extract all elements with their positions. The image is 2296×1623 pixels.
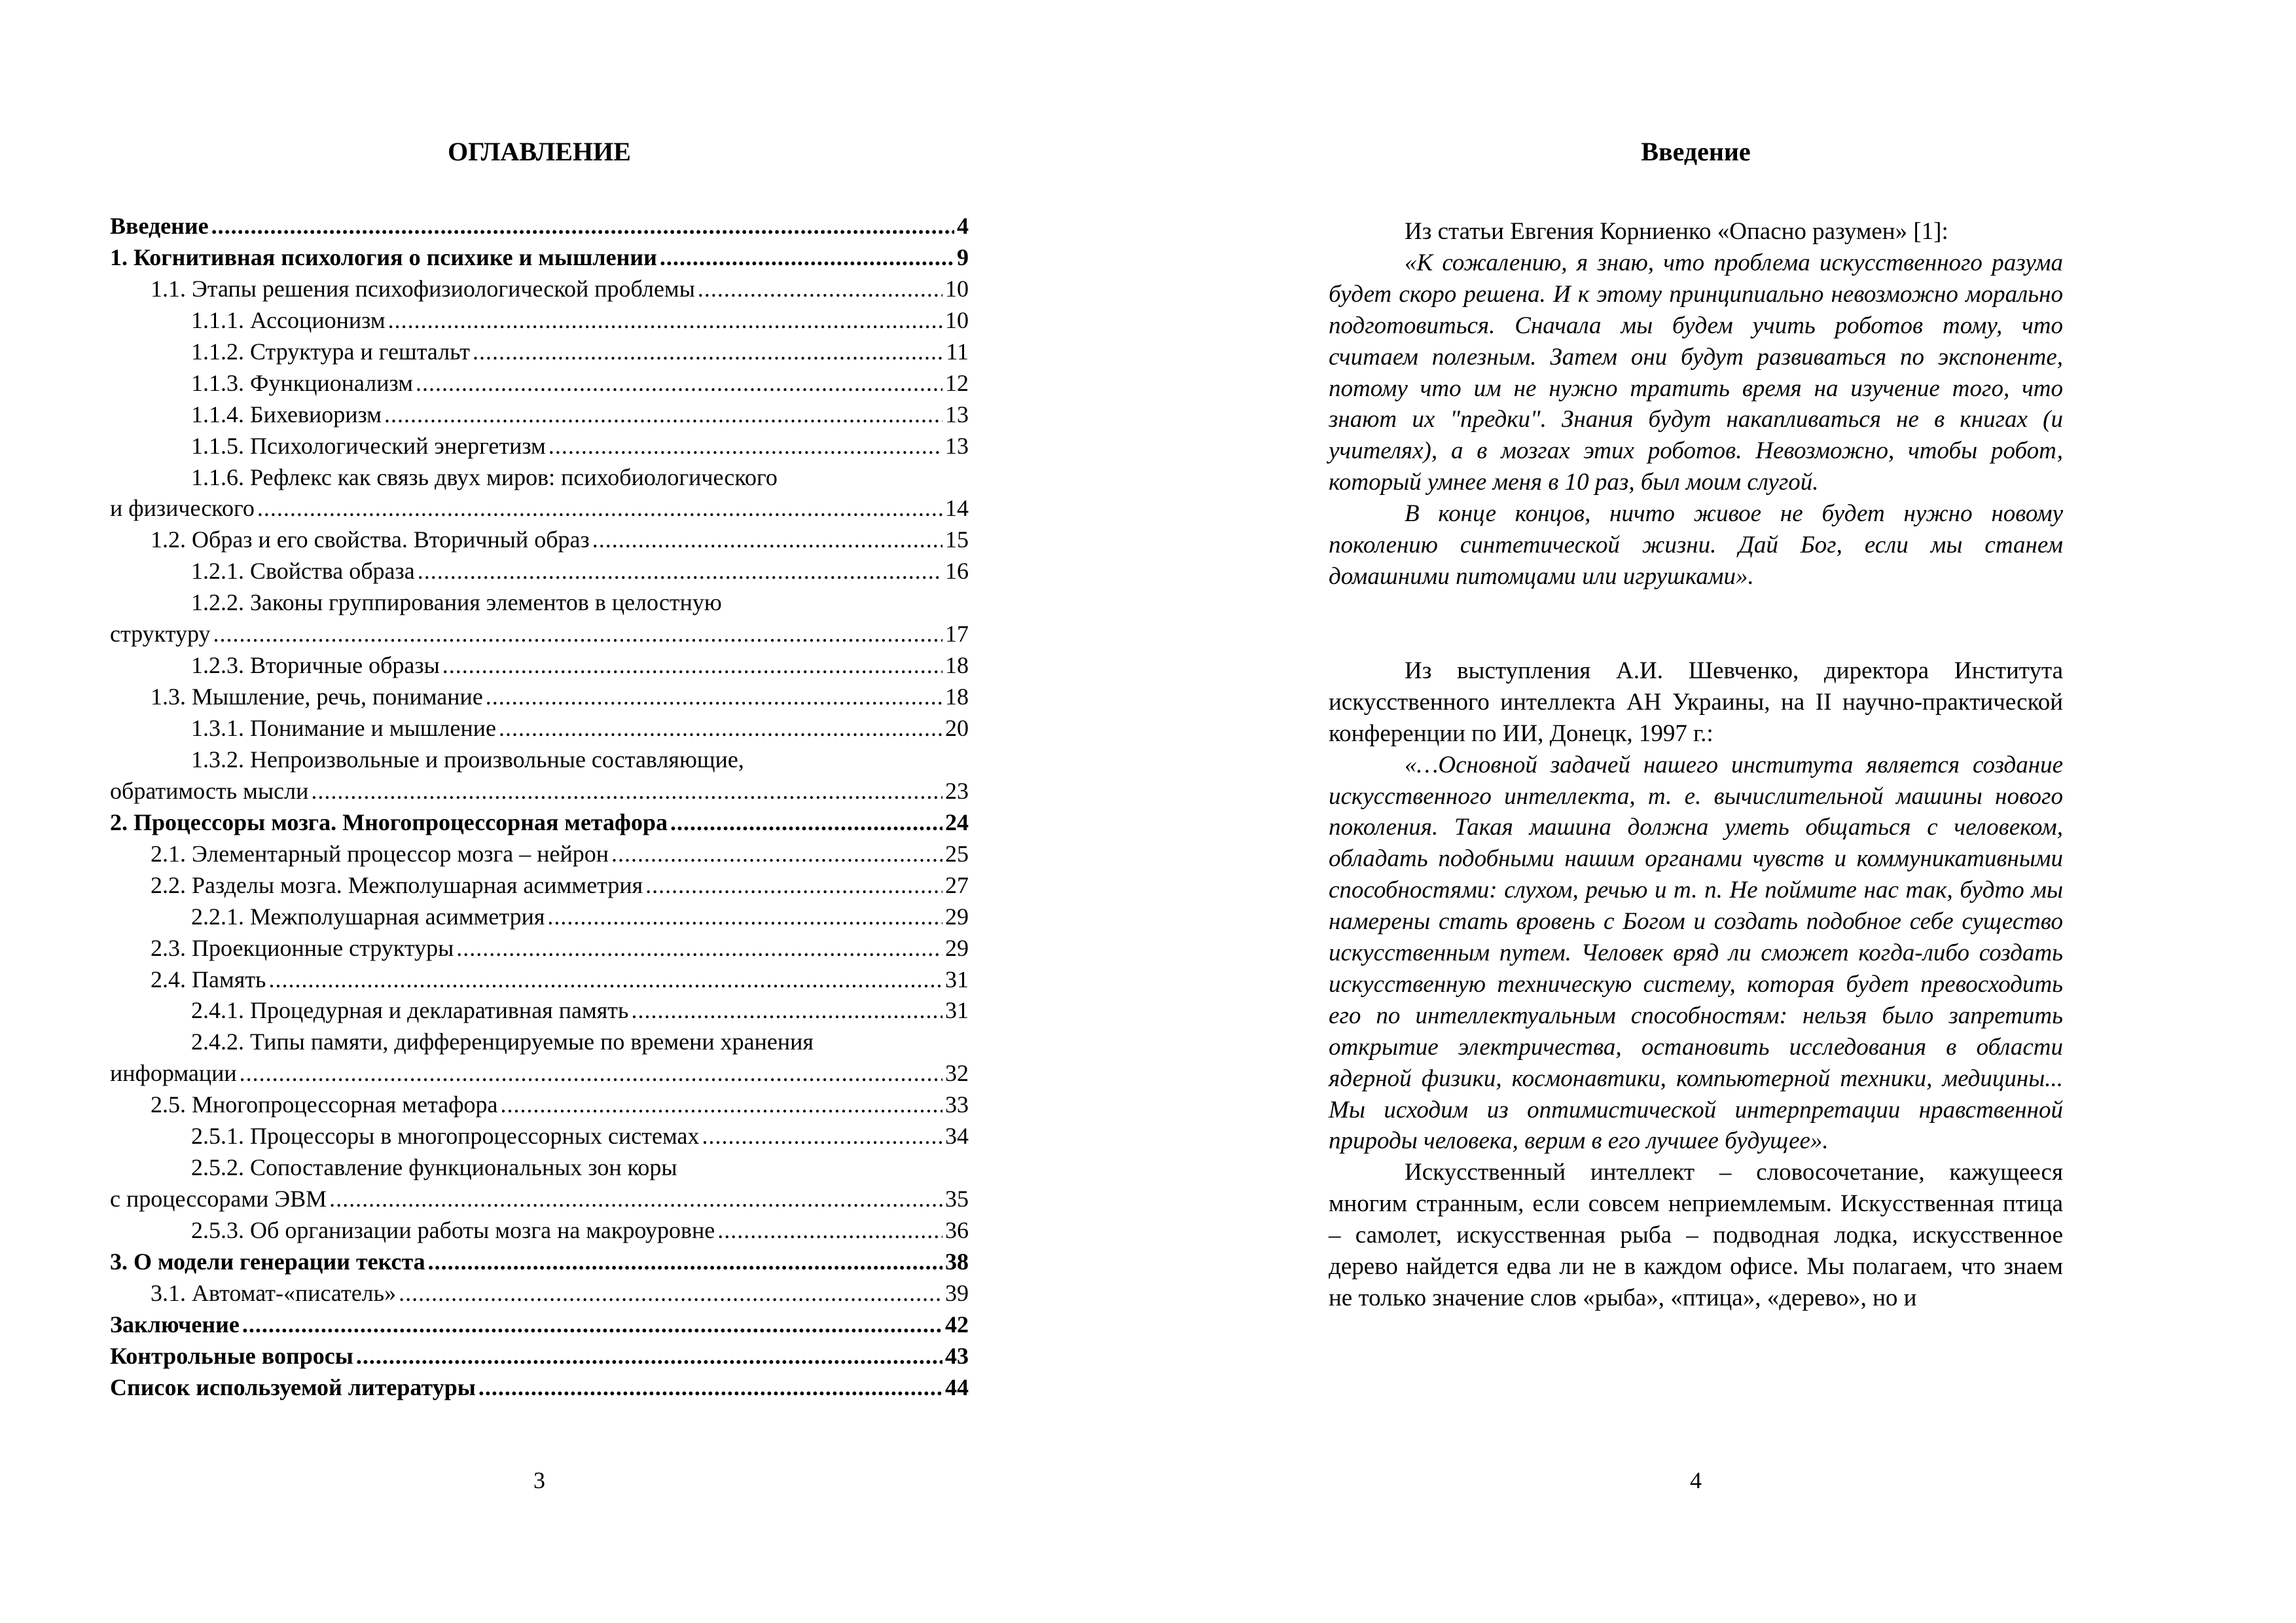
toc-dot-leader — [478, 1372, 942, 1404]
toc-page-number: 14 — [945, 495, 969, 522]
quote-paragraph: «К сожалению, я знаю, что проблема искусственного разума будет скоро решена. И к этому принципиально невозможно морально подготовиться. Сначала мы будем учить роботов тому, что считаем полезным. Затем они будут развиваться по экспоненте, потому что им не нужно тратить время на изучение того, что знают их "предки". Знания будут накапливаться не в книгах (и учителях), а в мозгах этих роботов. Невозможно, чтобы робот, который умнее меня в 10 раз, был моим слугой. — [1329, 249, 2063, 496]
toc-page-number: 4 — [957, 213, 969, 239]
right-page — [1148, 0, 2296, 1623]
toc-page-number: 23 — [945, 777, 969, 804]
toc-dot-leader — [356, 1341, 942, 1372]
toc-page-number: 10 — [945, 306, 969, 333]
toc-entry-title: Список используемой литературы — [110, 1374, 476, 1400]
toc-entry-title: Введение — [110, 213, 209, 239]
toc-dot-leader — [473, 337, 943, 368]
toc-dot-leader — [670, 807, 942, 839]
toc-entry — [110, 305, 969, 337]
toc-entry-title: 2.2. Разделы мозга. Межполушарная асимметрия — [151, 871, 643, 898]
toc-entry-title: 1.1.4. Бихевиоризм — [191, 401, 382, 428]
toc-entry-heading: 2.5.2. Сопоставление функциональных зон коры — [191, 1154, 677, 1181]
toc-entry — [110, 1341, 969, 1372]
toc-page-number: 24 — [945, 809, 969, 835]
toc-entry-title: 2.1. Элементарный процессор мозга – нейрон — [151, 840, 609, 867]
toc-entry — [110, 1247, 969, 1278]
toc-entry-title: 1.1.3. Функционализм — [191, 369, 414, 396]
toc-entry-title: 2.5.3. Об организации работы мозга на макроуровне — [191, 1217, 715, 1243]
toc-dot-leader — [702, 1121, 942, 1152]
toc-entry-heading: 1.3.2. Непроизвольные и произвольные составляющие, — [191, 746, 744, 773]
toc-page-number: 16 — [945, 558, 969, 585]
toc-entry — [110, 556, 969, 587]
toc-page-number: 12 — [945, 369, 969, 396]
toc-entry-title: 2.4. Память — [151, 966, 266, 993]
toc-entry — [110, 682, 969, 713]
toc-entry-title: 2. Процессоры мозга. Многопроцессорная метафора — [110, 809, 668, 835]
toc-dot-leader — [416, 368, 942, 399]
toc-entry — [110, 337, 969, 368]
toc-dot-leader — [428, 1247, 942, 1278]
toc-entry — [110, 274, 969, 305]
toc-entry-title: 1.3.1. Понимание и мышление — [191, 715, 496, 741]
toc-title: ОГЛАВЛЕНИЕ — [448, 137, 631, 166]
paragraph: Из выступления А.И. Шевченко, директора Института искусственного интеллекта АН Украины, на II научно-практической конференции по ИИ, Донецк, 1997 г.: — [1329, 657, 2063, 747]
toc-dot-leader — [257, 493, 942, 524]
paragraph-gap — [1329, 593, 2063, 655]
toc-entry-title: 2.3. Проекционные структуры — [151, 934, 454, 961]
toc-entry-title: структуру — [110, 621, 211, 647]
toc-page-number: 10 — [945, 275, 969, 302]
toc-dot-leader — [631, 995, 942, 1027]
toc-entry — [110, 902, 969, 933]
toc-entry-title: 1.2.3. Вторичные образы — [191, 652, 440, 679]
toc-entry-heading: 1.1.6. Рефлекс как связь двух миров: психобиологического — [191, 464, 778, 490]
toc-page-number: 15 — [945, 526, 969, 553]
toc-dot-leader — [388, 305, 942, 337]
toc-dot-leader — [486, 682, 942, 713]
toc-page-number: 44 — [945, 1374, 969, 1400]
toc-entry — [110, 1278, 969, 1309]
toc-page-number: 38 — [945, 1248, 969, 1275]
table-of-contents — [110, 211, 969, 1404]
toc-entry — [110, 399, 969, 431]
toc-page-number: 11 — [946, 338, 969, 365]
toc-dot-leader — [645, 870, 942, 902]
toc-entry-title: обратимость мысли — [110, 777, 309, 804]
toc-entry — [110, 807, 969, 839]
toc-page-number: 27 — [945, 871, 969, 898]
toc-dot-leader — [329, 1184, 942, 1215]
toc-page-number: 42 — [945, 1311, 969, 1338]
toc-entry-title: 2.5. Многопроцессорная метафора — [151, 1091, 498, 1118]
toc-page-number: 43 — [945, 1342, 969, 1369]
toc-dot-leader — [501, 1089, 942, 1121]
toc-entry-heading: 1.2.2. Законы группирования элементов в целостную — [191, 589, 722, 616]
toc-page-number: 32 — [945, 1060, 969, 1087]
toc-entry — [110, 211, 969, 242]
paragraph: Из статьи Евгения Корниенко «Опасно разумен» [1]: — [1405, 218, 1948, 245]
toc-entry — [110, 1121, 969, 1152]
toc-entry-title: 3.1. Автомат-«писатель» — [151, 1279, 397, 1306]
toc-entry-title: с процессорами ЭВМ — [110, 1186, 327, 1213]
toc-page-number: 25 — [945, 840, 969, 867]
toc-entry-title: 1.1.5. Психологический энергетизм — [191, 432, 546, 459]
toc-dot-leader — [242, 1309, 942, 1341]
toc-entry — [110, 1089, 969, 1121]
toc-entry — [110, 776, 969, 807]
toc-page-number: 17 — [945, 621, 969, 647]
toc-page-number: 31 — [945, 966, 969, 993]
toc-entry-title: Заключение — [110, 1311, 240, 1338]
toc-entry-title: 1.1. Этапы решения психофизиологической проблемы — [151, 275, 695, 302]
toc-dot-leader — [418, 556, 942, 587]
toc-entry-title: 2.4.1. Процедурная и декларативная память — [191, 997, 629, 1024]
toc-entry-heading: 2.4.2. Типы памяти, дифференцируемые по времени хранения — [191, 1029, 814, 1055]
toc-entry-title: 1.2.1. Свойства образа — [191, 558, 415, 585]
toc-entry — [110, 1309, 969, 1341]
quote-paragraph: «…Основной задачей нашего института является создание искусственного интеллекта, т. е. вычислительной машины нового поколения. Такая машина должна уметь общаться с человеком, обладать подобными нашим органами чувств и коммуникативными способностями: слухом, речью и т. п. Не поймите нас так, будто мы намерены стать вровень с Богом и создать подобное себе существо искусственным путем. Человек вряд ли сможет когда-либо создать искусственную техническую систему, которая будет превосходить его по интеллектуальным способностям: нельзя было запретить открытие электричества, остановить исследования в области ядерной физики, космонавтики, компьютерной техники, медицины... Мы исходим из оптимистической интерпретации нравственной природы человека, верим в его лучшее будущее». — [1329, 751, 2063, 1155]
toc-page-number: 36 — [945, 1217, 969, 1243]
toc-page-number: 29 — [945, 903, 969, 930]
toc-dot-leader — [717, 1215, 942, 1247]
toc-page-number: 35 — [945, 1186, 969, 1213]
toc-dot-leader — [548, 431, 942, 462]
toc-entry — [110, 431, 969, 462]
toc-dot-leader — [240, 1058, 942, 1089]
toc-entry-title: 1.2. Образ и его свойства. Вторичный образ — [151, 526, 590, 553]
toc-dot-leader — [213, 619, 942, 650]
toc-entry — [110, 1058, 969, 1089]
toc-entry-title: 1. Когнитивная психология о психике и мышлении — [110, 244, 657, 270]
toc-entry-title: 2.2.1. Межполушарная асимметрия — [191, 903, 545, 930]
body-text — [1329, 216, 2063, 1314]
toc-page-number: 31 — [945, 997, 969, 1024]
toc-dot-leader — [611, 839, 942, 870]
toc-entry — [110, 650, 969, 682]
toc-entry — [110, 242, 969, 274]
toc-entry-title: 1.1.2. Структура и гештальт — [191, 338, 470, 365]
toc-page-number: 9 — [957, 244, 969, 270]
toc-dot-leader — [660, 242, 954, 274]
toc-entry-title: Контрольные вопросы — [110, 1342, 353, 1369]
toc-entry-title: 2.5.1. Процессоры в многопроцессорных системах — [191, 1123, 700, 1150]
toc-entry-title: 1.1.1. Ассоционизм — [191, 306, 386, 333]
toc-entry — [110, 524, 969, 556]
toc-page-number: 20 — [945, 715, 969, 741]
toc-page-number: 13 — [945, 401, 969, 428]
toc-entry — [110, 713, 969, 744]
toc-entry — [110, 839, 969, 870]
toc-entry-title: и физического — [110, 495, 255, 522]
toc-page-number: 18 — [945, 684, 969, 710]
toc-dot-leader — [268, 964, 942, 996]
paragraph: Искусственный интеллект – словосочетание, кажущееся многим странным, если совсем неприемлемым. Искусственная птица – самолет, искусственная рыба – подводная лодка, искусственное дерево найдется едва ли не в каждом офисе. Мы полагаем, что знаем не только значение слов «рыба», «птица», «дерево», но и — [1329, 1159, 2063, 1311]
toc-entry — [110, 870, 969, 902]
toc-entry — [110, 368, 969, 399]
toc-entry-title: 1.3. Мышление, речь, понимание — [151, 684, 483, 710]
toc-page-number: 34 — [945, 1123, 969, 1150]
toc-dot-leader — [442, 650, 942, 682]
toc-entry — [110, 1184, 969, 1215]
toc-entry-title: 3. О модели генерации текста — [110, 1248, 425, 1275]
toc-dot-leader — [456, 933, 942, 964]
toc-page-number: 39 — [945, 1279, 969, 1306]
toc-entry — [110, 995, 969, 1027]
toc-entry — [110, 1372, 969, 1404]
toc-entry — [110, 493, 969, 524]
toc-entry — [110, 1215, 969, 1247]
toc-dot-leader — [547, 902, 942, 933]
toc-page-number: 18 — [945, 652, 969, 679]
toc-page-number: 13 — [945, 432, 969, 459]
toc-entry — [110, 964, 969, 996]
toc-page-number: 29 — [945, 934, 969, 961]
toc-dot-leader — [499, 713, 942, 744]
toc-dot-leader — [311, 776, 942, 807]
toc-dot-leader — [211, 211, 954, 242]
page-number: 4 — [1690, 1467, 1702, 1493]
toc-entry — [110, 933, 969, 964]
quote-paragraph: В конце концов, ничто живое не будет нужно новому поколению синтетической жизни. Дай Бог, если мы станем домашними питомцами или игрушками». — [1329, 500, 2063, 590]
toc-dot-leader — [399, 1278, 942, 1309]
toc-entry-title: информации — [110, 1060, 237, 1087]
toc-dot-leader — [384, 399, 942, 431]
toc-entry — [110, 619, 969, 650]
toc-dot-leader — [698, 274, 942, 305]
page-number: 3 — [533, 1467, 545, 1493]
toc-dot-leader — [592, 524, 942, 556]
chapter-title: Введение — [1641, 137, 1751, 166]
toc-page-number: 33 — [945, 1091, 969, 1118]
